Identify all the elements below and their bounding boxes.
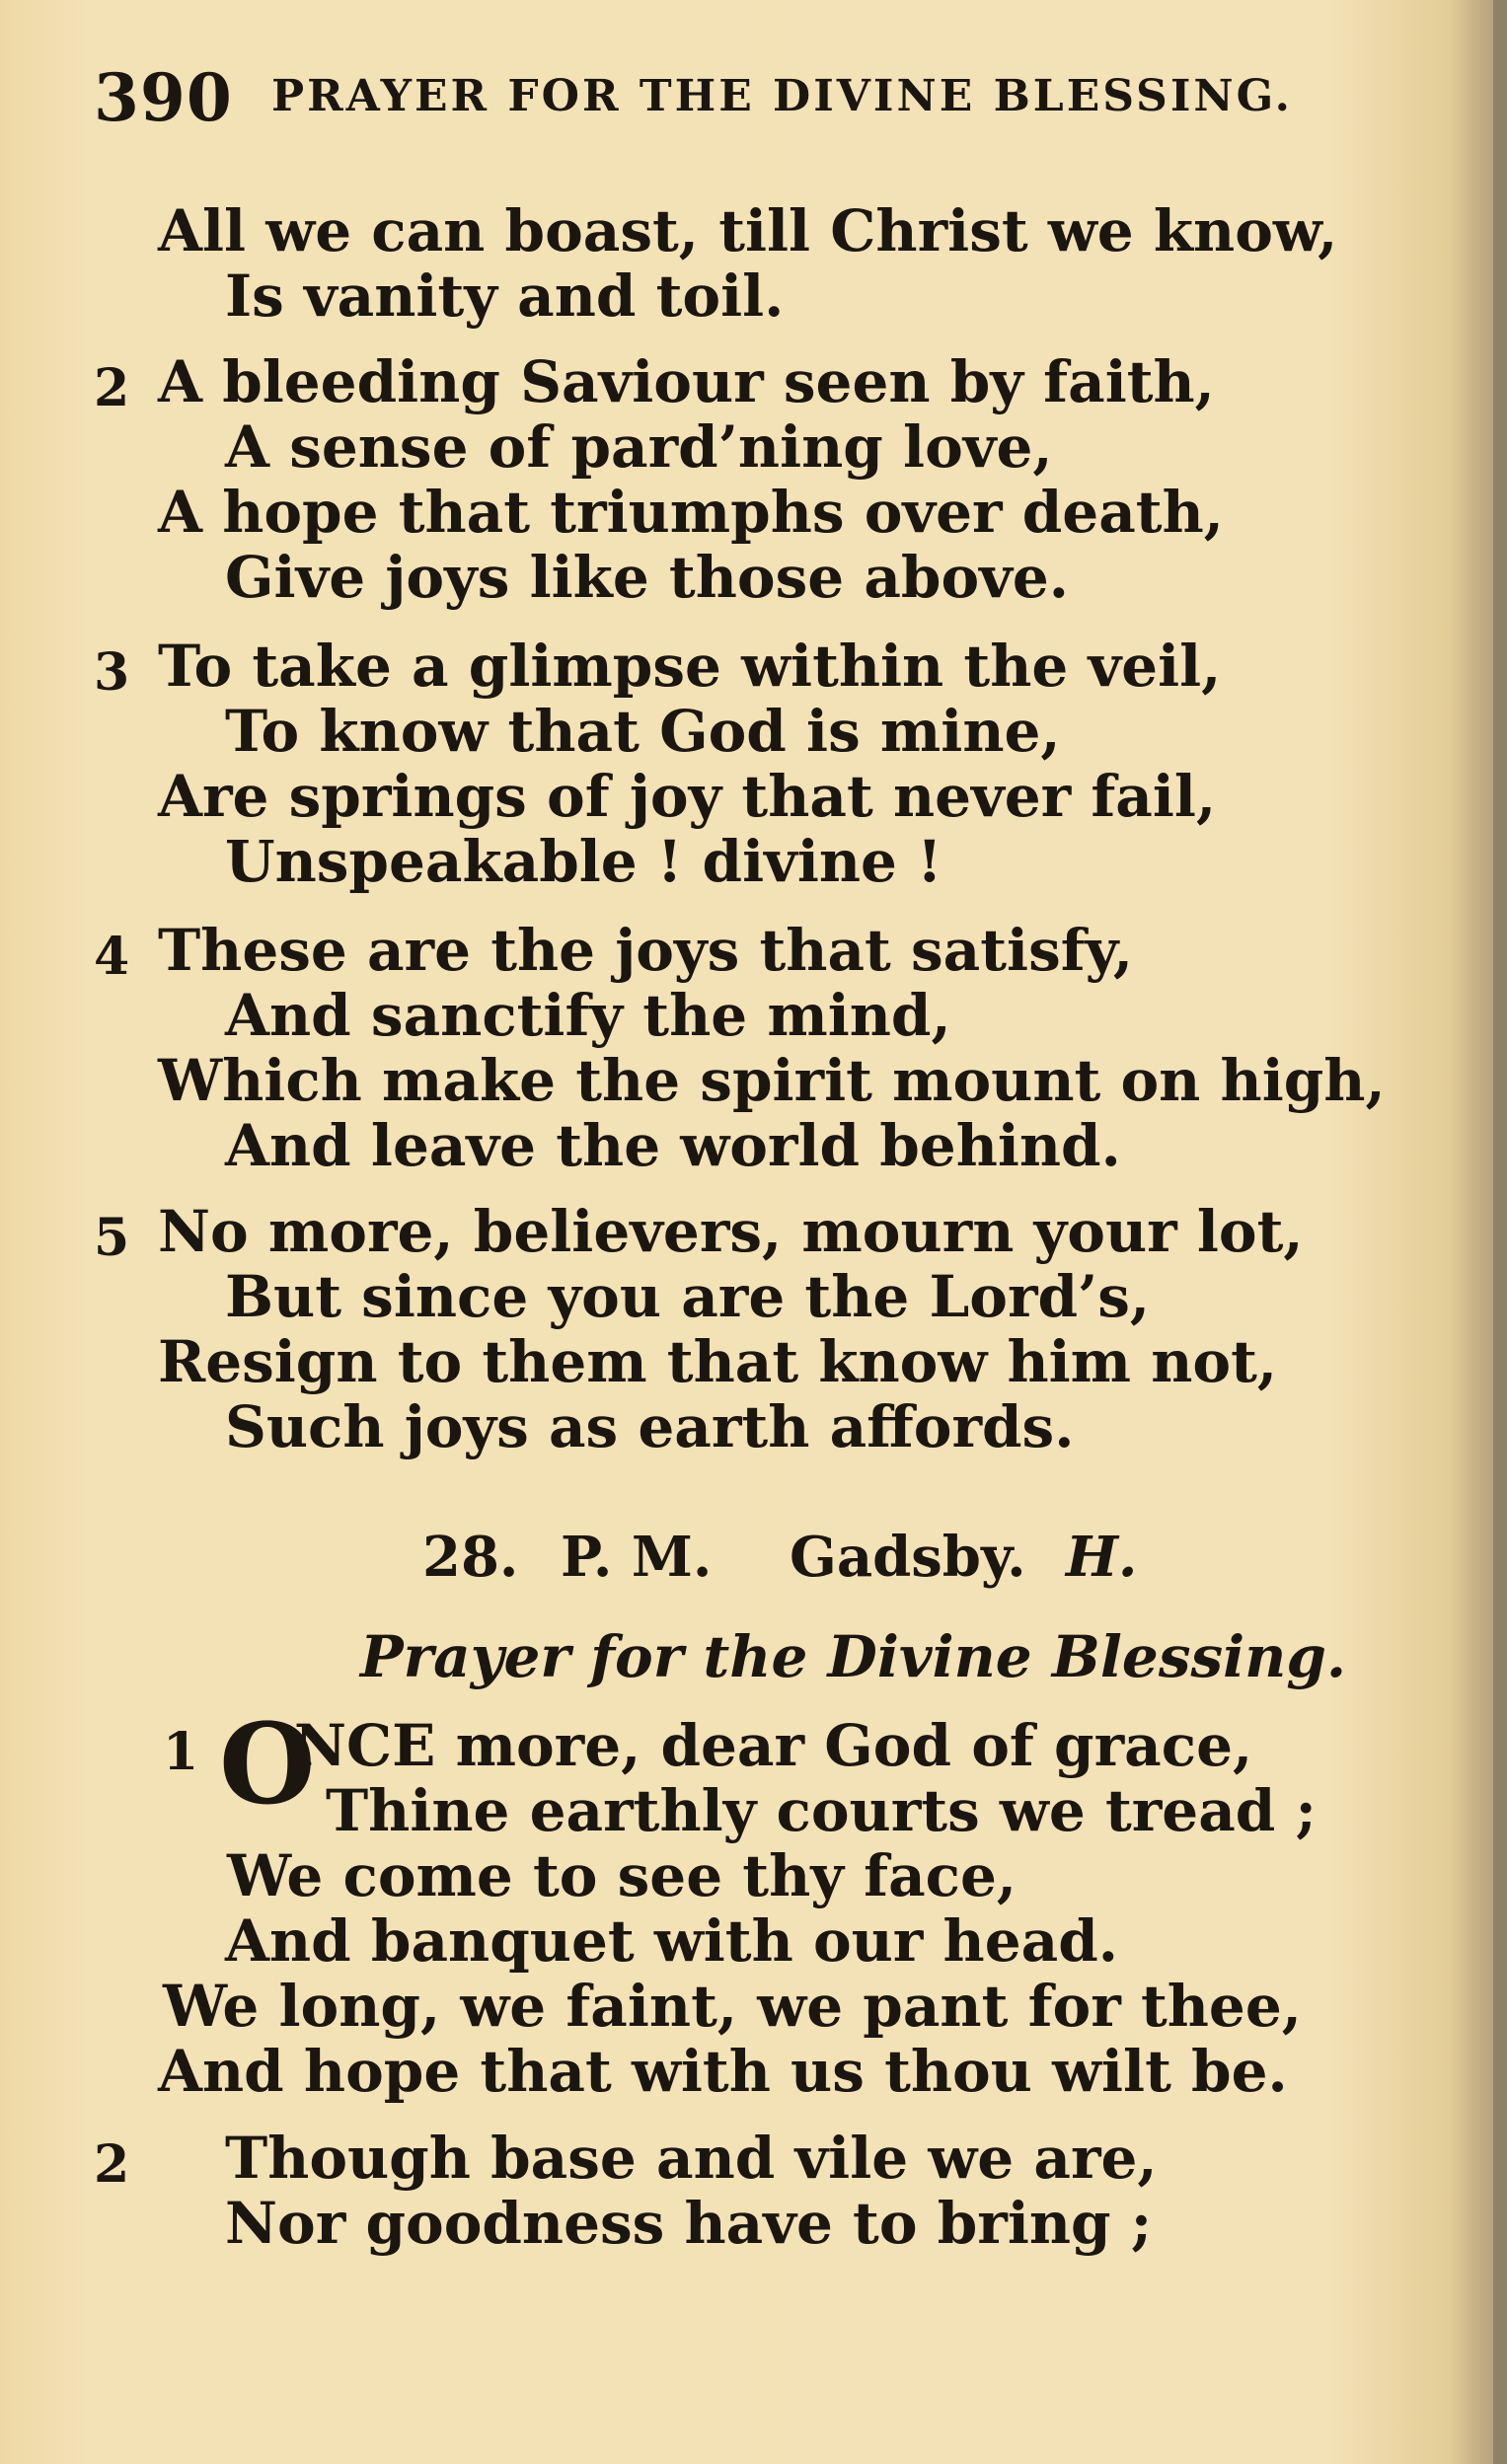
stanza-number: 4 bbox=[94, 927, 130, 987]
verse-line: Though base and vile we are, bbox=[225, 2125, 1158, 2192]
verse-line: We come to see thy face, bbox=[227, 1842, 1017, 1909]
verse-line: All we can boast, till Christ we know, bbox=[158, 197, 1338, 264]
verse-line: Unspeakable ! divine ! bbox=[225, 828, 942, 895]
page-gutter-edge bbox=[1493, 0, 1507, 2464]
stanza-number: 2 bbox=[94, 2134, 130, 2195]
verse-line: We long, we faint, we pant for thee, bbox=[163, 1973, 1302, 2040]
verse-line: Such joys as earth affords. bbox=[225, 1393, 1075, 1460]
verse-line: A sense of pard’ning love, bbox=[225, 413, 1053, 481]
hymn-number: 28. bbox=[422, 1525, 519, 1590]
verse-line: Thine earthly courts we tread ; bbox=[326, 1777, 1317, 1844]
stanza-number: 1 bbox=[163, 1722, 199, 1782]
stanza-number: 5 bbox=[94, 1208, 130, 1268]
verse-line: Is vanity and toil. bbox=[225, 262, 785, 330]
verse-line: And hope that with us thou wilt be. bbox=[158, 2038, 1288, 2105]
verse-line: No more, believers, mourn your lot, bbox=[158, 1198, 1304, 1265]
hymn-tune: Gadsby. bbox=[790, 1525, 1026, 1590]
verse-line: To know that God is mine, bbox=[225, 698, 1061, 765]
verse-line: Are springs of joy that never fail, bbox=[158, 763, 1217, 830]
verse-line: These are the joys that satisfy, bbox=[158, 917, 1134, 984]
hymn-meter: P. M. bbox=[561, 1525, 713, 1590]
verse-line: Resign to them that know him not, bbox=[158, 1328, 1278, 1395]
verse-line: To take a glimpse within the veil, bbox=[158, 633, 1222, 700]
verse-line: Nor goodness have to bring ; bbox=[225, 2190, 1153, 2257]
verse-line: Which make the spirit mount on high, bbox=[158, 1047, 1386, 1114]
drop-cap: O bbox=[219, 1700, 316, 1829]
hymn-title: Prayer for the Divine Blessing. bbox=[360, 1623, 1347, 1690]
hymn-author-mark: H. bbox=[1066, 1525, 1138, 1590]
stanza-number: 2 bbox=[94, 358, 130, 418]
verse-line: And sanctify the mind, bbox=[225, 982, 951, 1049]
verse-line: A bleeding Saviour seen by faith, bbox=[158, 348, 1215, 415]
verse-line: NCE more, dear God of grace, bbox=[294, 1712, 1253, 1779]
stanza-number: 3 bbox=[94, 642, 130, 703]
verse-line: And leave the world behind. bbox=[225, 1112, 1121, 1179]
verse-line: And banquet with our head. bbox=[225, 1907, 1118, 1975]
verse-line: Give joys like those above. bbox=[225, 544, 1069, 611]
verse-line: A hope that triumphs over death, bbox=[158, 479, 1224, 546]
verse-line: But since you are the Lord’s, bbox=[225, 1263, 1151, 1330]
running-title: PRAYER FOR THE DIVINE BLESSING. bbox=[271, 71, 1293, 121]
page-number: 390 bbox=[94, 59, 233, 136]
